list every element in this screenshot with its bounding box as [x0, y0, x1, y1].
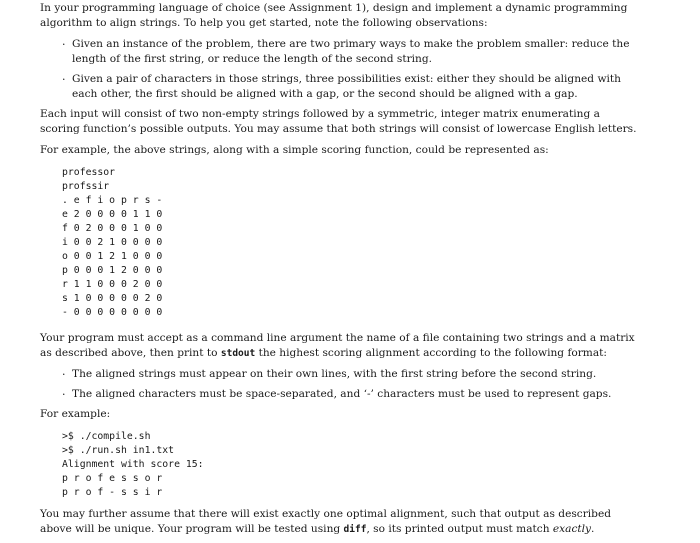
observation-1-line-2: length of the first string, or reduce the length of the second string.: [72, 53, 433, 65]
exactly-emphasis: exactly: [552, 523, 592, 535]
matrix-row: f 0 2 0 0 0 1 0 0: [62, 223, 163, 234]
example-intro: For example, the above strings, along with a simple scoring function, could be represented as:: [40, 144, 549, 156]
matrix-header-row: . e f i o p r s -: [62, 195, 163, 206]
matrix-row: o 0 0 1 2 1 0 0 0: [62, 251, 163, 262]
matrix-row: p 0 0 0 1 2 0 0 0: [62, 265, 163, 276]
bullet-icon: ·: [62, 38, 66, 51]
closing-line-2: above will be unique. Your program will be tested using diff, so its printed output must match exactly.: [40, 523, 595, 535]
matrix-row: e 2 0 0 0 0 1 1 0: [62, 209, 163, 220]
example-label: For example:: [40, 408, 111, 420]
observation-2-line-1: Given a pair of characters in those strings, three possibilities exist: either they should be aligned with: [72, 73, 621, 85]
alignment-line-1: p r o f e s s o r: [62, 473, 163, 484]
terminal-line: >$ ./run.sh in1.txt: [62, 445, 175, 456]
matrix-row: r 1 1 0 0 0 2 0 0: [62, 279, 163, 290]
terminal-line: >$ ./compile.sh: [62, 431, 151, 442]
intro-line-2: algorithm to align strings. To help you get started, note the following observations:: [40, 17, 488, 29]
stdout-code: stdout: [220, 348, 256, 359]
format-rule-2: The aligned characters must be space-separated, and ‘-’ characters must be used to represent gaps.: [72, 388, 612, 400]
bullet-icon: ·: [62, 368, 66, 381]
observation-2-line-2: each other, the first should be aligned with a gap, or the second should be aligned with a gap.: [72, 88, 578, 100]
matrix-row: i 0 0 2 1 0 0 0 0: [62, 237, 163, 248]
input-desc-line-1: Each input will consist of two non-empty strings followed by a symmetric, integer matrix enumerating a: [40, 108, 600, 120]
bullet-icon: ·: [62, 388, 66, 401]
program-desc-line-1: Your program must accept as a command line argument the name of a file containing two strings and a matrix: [40, 332, 635, 344]
matrix-row: s 1 0 0 0 0 0 2 0: [62, 293, 163, 304]
code-line: profssir: [62, 181, 110, 192]
diff-code: diff: [343, 524, 367, 535]
format-rule-1: The aligned strings must appear on their own lines, with the first string before the second string.: [72, 368, 597, 380]
intro-line-1: In your programming language of choice (see Assignment 1), design and implement a dynamic programming: [40, 2, 628, 14]
bullet-icon: ·: [62, 73, 66, 86]
observation-1-line-1: Given an instance of the problem, there are two primary ways to make the problem smaller: reduce the: [72, 38, 630, 50]
input-desc-line-2: scoring function’s possible outputs. You may assume that both strings will consist of lowercase English letters.: [40, 123, 637, 135]
program-desc-line-2: as described above, then print to stdout the highest scoring alignment according to the following format:: [40, 347, 607, 359]
alignment-line-2: p r o f - s s i r: [62, 487, 163, 498]
terminal-line: Alignment with score 15:: [62, 459, 204, 470]
code-line: professor: [62, 167, 116, 178]
closing-line-1: You may further assume that there will exist exactly one optimal alignment, such that output as described: [40, 508, 611, 520]
matrix-row: - 0 0 0 0 0 0 0 0: [62, 307, 163, 318]
